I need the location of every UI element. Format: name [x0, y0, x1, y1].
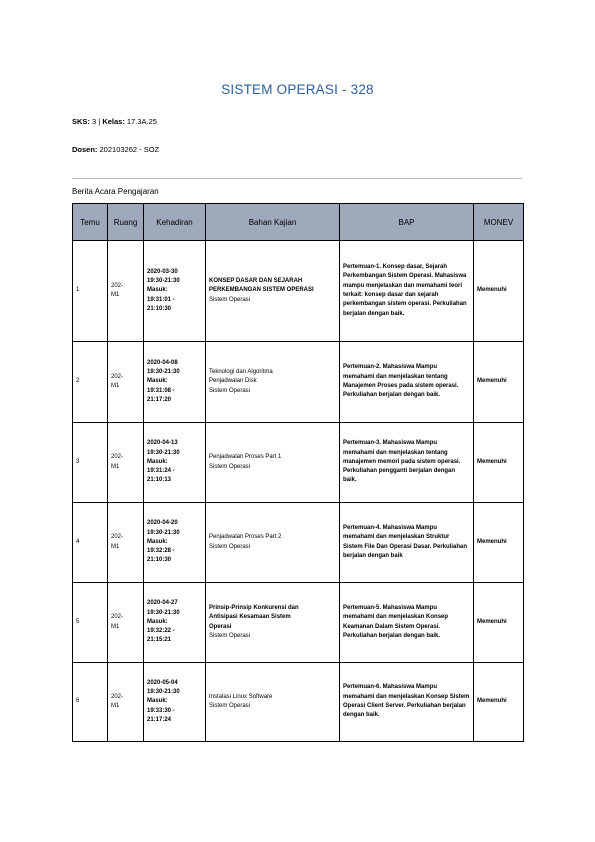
monev-cell: Memenuhi — [474, 423, 524, 503]
bap-cell: Pertemuan-2. Mahasiswa Mampu memahami dan menjelaskan tentang Manajemen Proses pada sistem operasi. Perkuliahan berjalan dengan baik. — [340, 342, 474, 423]
monev-cell: Memenuhi — [474, 663, 524, 742]
temu-cell: 2 — [73, 342, 108, 423]
header-kehadiran: Kehadiran — [144, 204, 206, 241]
kehadiran-cell: 2020-03-30 19:30-21:30 Masuk: 19:31:01 - 21:10:30 — [144, 241, 206, 342]
dosen-label: Dosen: — [72, 145, 98, 154]
temu-cell: 1 — [73, 241, 108, 342]
header-monev: MONEV — [474, 204, 524, 241]
kelas-value: 17.3A.25 — [126, 117, 157, 126]
ruang-cell: 202- M1 — [108, 503, 144, 583]
table-row — [73, 663, 524, 742]
temu-cell: 5 — [73, 583, 108, 663]
sks-kelas-line — [72, 117, 157, 126]
temu-cell: 3 — [73, 423, 108, 503]
bap-cell: Pertemuan-3. Mahasiswa Mampu memahami dan menjelaskan tentang manajemen memori pada sistem operasi. Perkuliahan pengganti berjalan dengan baik. — [340, 423, 474, 503]
table-row — [73, 342, 524, 423]
ruang-cell: 202- M1 — [108, 241, 144, 342]
kehadiran-cell: 2020-04-13 19:30-21:30 Masuk: 19:31:24 - 21:10:13 — [144, 423, 206, 503]
table-row — [73, 503, 524, 583]
section-heading: Berita Acara Pengajaran — [72, 187, 159, 196]
header-bahan-kajian: Bahan Kajian — [206, 204, 340, 241]
ruang-cell: 202- M1 — [108, 583, 144, 663]
bahan-kajian-cell: Penjadwalan Proses Part 2 Sistem Operasi — [206, 503, 340, 583]
header-bap: BAP — [340, 204, 474, 241]
bap-cell: Pertemuan-6. Mahasiswa Mampu memahami dan menjelaskan Konsep Sistem Operasi Client Server. Perkuliahan berjalan dengan baik. — [340, 663, 474, 742]
kehadiran-cell: 2020-04-20 19:30-21:30 Masuk: 19:32:28 - 21:10:30 — [144, 503, 206, 583]
dosen-line — [72, 145, 159, 154]
bap-cell: Pertemuan-4. Mahasiswa Mampu memahami dan menjelaskan Struktur Sistem File Dan Operasi Dasar. Perkuliahan berjalan dengan baik — [340, 503, 474, 583]
table-header-row — [73, 204, 524, 241]
table-row — [73, 241, 524, 342]
monev-cell: Memenuhi — [474, 503, 524, 583]
ruang-cell: 202- M1 — [108, 423, 144, 503]
ruang-cell: 202- M1 — [108, 663, 144, 742]
ruang-cell: 202- M1 — [108, 342, 144, 423]
bahan-kajian-cell: Penjadwalan Proses Part 1 Sistem Operasi — [206, 423, 340, 503]
header-ruang: Ruang — [108, 204, 144, 241]
bap-cell: Pertemuan-5. Mahasiswa Mampu memahami dan menjelaskan Konsep Keamanan Dalam Sistem Operasi. Perkuliahan berjalan dengan baik. — [340, 583, 474, 663]
kehadiran-cell: 2020-05-04 19:30-21:30 Masuk: 19:33:30 - 21:17:24 — [144, 663, 206, 742]
kelas-label: Kelas: — [102, 117, 125, 126]
bap-table — [72, 203, 524, 742]
table-row — [73, 423, 524, 503]
table-row — [73, 583, 524, 663]
sks-label: SKS: — [72, 117, 90, 126]
bap-cell: Pertemuan-1. Konsep dasar, Sejarah Perkembangan Sistem Operasi. Mahasiswa mampu menjelaskan dan memahami teori terkait: konsep dasar dan sejarah perkembangan sistem operasi. Perkuliahan berjalan dengan baik. — [340, 241, 474, 342]
temu-cell: 4 — [73, 503, 108, 583]
document-title: SISTEM OPERASI - 328 — [221, 82, 374, 97]
monev-cell: Memenuhi — [474, 241, 524, 342]
kehadiran-cell: 2020-04-27 19:30-21:30 Masuk: 19:32:22 - 21:15:21 — [144, 583, 206, 663]
bahan-kajian-cell: Teknologi dan Algoritma Penjadwalan Disk Sistem Operasi — [206, 342, 340, 423]
bahan-kajian-cell: Prinsip-Prinsip Konkurensi dan Antisipasi Kesamaan Sistem Operasi Sistem Operasi — [206, 583, 340, 663]
divider — [72, 178, 522, 179]
bahan-kajian-cell: KONSEP DASAR DAN SEJARAH PERKEMBANGAN SISTEM OPERASI Sistem Operasi — [206, 241, 340, 342]
dosen-value: 202103262 - SOZ — [99, 145, 160, 154]
monev-cell: Memenuhi — [474, 342, 524, 423]
header-temu: Temu — [73, 204, 108, 241]
monev-cell: Memenuhi — [474, 583, 524, 663]
sks-value: 3 | — [92, 117, 103, 126]
bahan-kajian-cell: Instalasi Linux Software Sistem Operasi — [206, 663, 340, 742]
temu-cell: 6 — [73, 663, 108, 742]
kehadiran-cell: 2020-04-08 19:30-21:30 Masuk: 19:31:08 - 21:17:20 — [144, 342, 206, 423]
